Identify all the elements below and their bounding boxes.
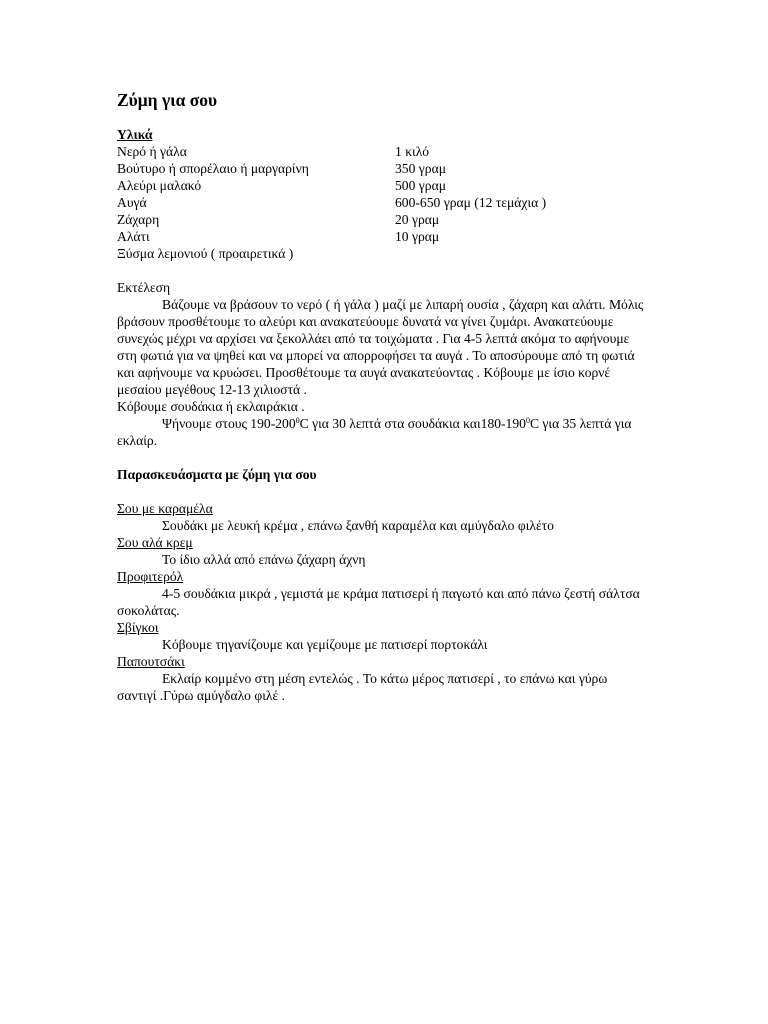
preparation-item — [117, 500, 647, 534]
degree-superscript: 0 — [525, 416, 530, 425]
preparation-desc: 4-5 σουδάκια μικρά , γεμιστά με κράμα πατισερί ή παγωτό και από πάνω ζεστή σάλτσα σοκολάτας. — [117, 586, 640, 618]
ingredient-name: Αλάτι — [117, 229, 150, 244]
ingredient-qty: 10 γραμ — [395, 229, 440, 244]
preparation-item — [117, 619, 647, 653]
preparation-name: Παπουτσάκι — [117, 654, 185, 669]
recipe-title: Ζύμη για σου — [117, 90, 218, 110]
preparation-name: Σου με καραμέλα — [117, 501, 213, 516]
ingredient-row — [117, 245, 647, 262]
preparations-heading: Παρασκευάσματα με ζύμη για σου — [117, 467, 317, 482]
method-text: Βάζουμε να βράσουν το νερό ( ή γάλα ) μαζί με λιπαρή ουσία , ζάχαρη και αλάτι. Μόλις βράσουν προσθέτουμε το αλεύρι και ανακατεύουμε δυνατά να γίνει ζυμάρι. Ανακατεύουμε συνεχώς μέχρι να αρχίσει να ξεκολλάει από τα τοιχώματα . Για 4-5 λεπτά ακόμα το αφήνουμε στη φωτιά για να ψηθεί και να μπορεί να απορροφήσει τα αυγά . Το αποσύρουμε από τη φωτιά και αφήνουμε να κρυώσει. Προσθέτουμε τα αυγά ανακατεύοντας . Κόβουμε με ίσιο κορνέ μεσαίου μεγέθους 12-13 χιλιοστά . — [117, 297, 644, 397]
ingredient-name: Βούτυρο ή σπορέλαιο ή μαργαρίνη — [117, 161, 309, 176]
ingredient-qty — [395, 245, 647, 262]
ingredients-heading: Υλικά — [117, 127, 153, 142]
ingredients-list — [117, 143, 647, 262]
ingredient-name: Νερό ή γάλα — [117, 144, 187, 159]
ingredient-qty: 20 γραμ — [395, 212, 440, 227]
ingredient-row — [117, 211, 647, 228]
preparation-name: Σου αλά κρεμ — [117, 535, 193, 550]
ingredient-row — [117, 194, 647, 211]
ingredient-name: Ζάχαρη — [117, 212, 160, 227]
ingredient-name: Αλεύρι μαλακό — [117, 178, 202, 193]
preparation-name: Προφιτερόλ — [117, 569, 184, 584]
method-heading: Εκτέλεση — [117, 280, 171, 295]
baking-text-part: Ψήνουμε στους 190-200 — [162, 416, 296, 431]
document-page — [117, 88, 647, 704]
ingredient-row — [117, 160, 647, 177]
baking-text-part: C για 30 λεπτά στα σουδάκια και180-190 — [299, 416, 526, 431]
ingredient-qty: 1 κιλό — [395, 144, 430, 159]
preparations-list — [117, 500, 647, 704]
ingredient-row — [117, 177, 647, 194]
preparation-item — [117, 534, 647, 568]
preparation-name: Σβίγκοι — [117, 620, 159, 635]
method-cut-text: Κόβουμε σουδάκια ή εκλαιράκια . — [117, 399, 305, 414]
ingredient-qty: 500 γραμ — [395, 178, 446, 193]
baking-text — [117, 415, 647, 449]
preparation-desc: Εκλαίρ κομμένο στη μέση εντελώς . Το κάτω μέρος πατισερί , το επάνω και γύρω σαντιγί .Γύρω αμύγδαλο φιλέ . — [117, 671, 608, 703]
ingredient-row — [117, 143, 647, 160]
preparation-item — [117, 653, 647, 704]
ingredient-qty: 350 γραμ — [395, 161, 446, 176]
preparation-desc: Το ίδιο αλλά από επάνω ζάχαρη άχνη — [162, 552, 366, 567]
degree-superscript: 0 — [295, 416, 300, 425]
ingredient-name: Αυγά — [117, 195, 147, 210]
preparation-desc: Κόβουμε τηγανίζουμε και γεμίζουμε με πατισερί πορτοκάλι — [162, 637, 488, 652]
baking-text-part: C για 35 λεπτά για εκλαίρ. — [117, 416, 632, 448]
preparation-desc: Σουδάκι με λευκή κρέμα , επάνω ξανθή καραμέλα και αμύγδαλο φιλέτο — [162, 518, 554, 533]
preparation-item — [117, 568, 647, 619]
ingredient-qty: 600-650 γραμ (12 τεμάχια ) — [395, 195, 547, 210]
ingredient-row — [117, 228, 647, 245]
ingredient-name: Ξύσμα λεμονιού ( προαιρετικά ) — [117, 246, 294, 261]
